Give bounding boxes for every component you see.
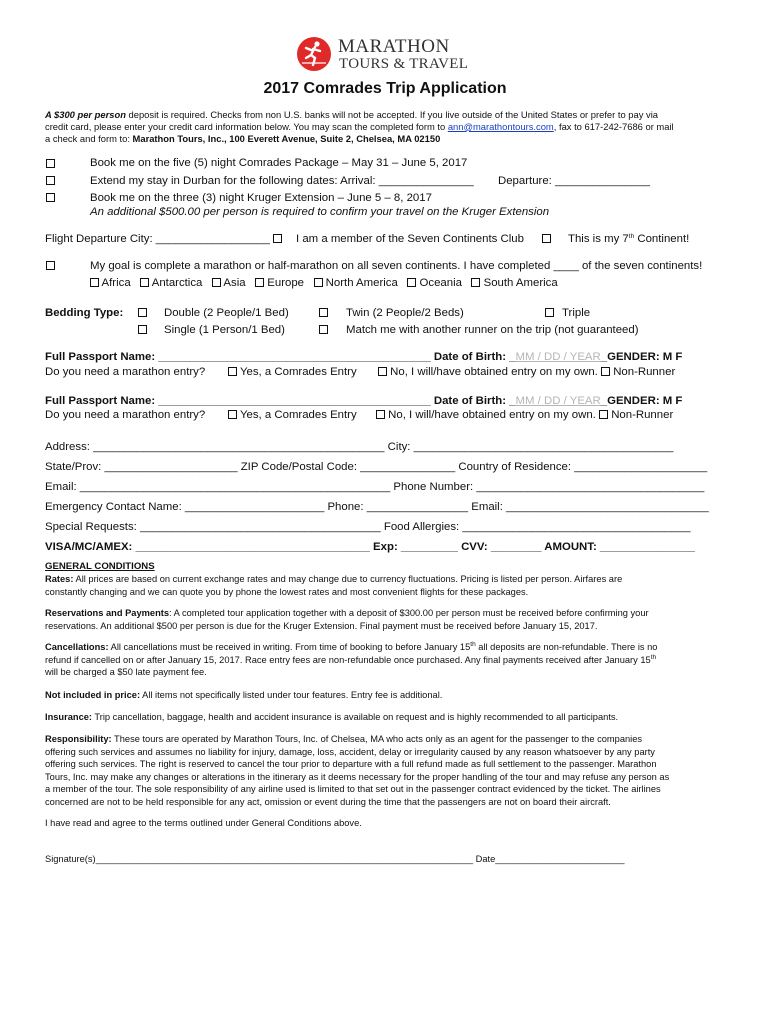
continent-south-america-label: South America — [483, 277, 558, 289]
bed-triple-label: Triple — [562, 307, 591, 319]
page-title: 2017 Comrades Trip Application — [263, 80, 507, 97]
entry-no-checkbox-2[interactable] — [376, 410, 385, 419]
durban-extend-label: Extend my stay in Durban for the following dates: Arrival: _______________ — [90, 175, 474, 187]
state-zip-country-field[interactable]: State/Prov: _____________________ ZIP Code/Postal Code: _______________ Country of Residence: _____________________ — [45, 461, 708, 473]
entry-no-1: No, I will/have obtained entry on my own. Non-Runner — [378, 366, 675, 378]
signature-field[interactable]: Signature(s)_________________________________________________________________________ Date_________________________ — [45, 854, 625, 864]
bed-twin-checkbox[interactable] — [319, 308, 328, 317]
non-runner-checkbox[interactable] — [601, 367, 610, 376]
package-5night-label: Book me on the five (5) night Comrades Package – May 31 – June 5, 2017 — [90, 157, 468, 169]
dob-label: Date of Birth: _ — [433, 351, 516, 363]
agreement-statement: I have read and agree to the terms outlined under General Conditions above. — [45, 818, 362, 828]
intro-line1: deposit is required. Checks from non U.S. banks will not be accepted. If you live outside of the United States or prefer to pay via — [125, 109, 658, 120]
continent-europe-checkbox[interactable] — [255, 278, 264, 287]
goal-text: My goal is complete a marathon or half-marathon on all seven continents. I have completed ____ of the seven continents! — [90, 260, 703, 272]
emergency-contact-field[interactable]: Emergency Contact Name: ______________________ Phone: ________________ Email: ________________________________ — [45, 501, 709, 513]
seventh-continent-checkbox[interactable] — [542, 234, 551, 243]
dob-field-2[interactable]: MM / DD / YEAR — [515, 395, 601, 407]
continent-south-america-checkbox[interactable] — [471, 278, 480, 287]
company-logo — [296, 36, 476, 76]
runner-logo-icon — [296, 36, 332, 72]
deposit-amount: A $300 per person — [45, 109, 126, 120]
dob-label-2: Date of Birth: _ — [433, 395, 516, 407]
conditions-heading: GENERAL CONDITIONS — [45, 561, 155, 572]
bed-double-label: Double (2 People/1 Bed) — [164, 307, 289, 319]
email-link[interactable]: ann@marathontours.com — [447, 120, 554, 132]
continent-antarctica-label: Antarctica — [151, 277, 203, 289]
not-included-paragraph: Not included in price: All items not specifically listed under tour features. Entry fee is additional. — [45, 690, 443, 700]
continent-africa-checkbox[interactable] — [90, 278, 99, 287]
insurance-paragraph: Insurance: Trip cancellation, baggage, health and accident insurance is available on request and is highly recommended to all participants. — [45, 712, 619, 722]
seven-continents-checkbox[interactable] — [273, 234, 282, 243]
logo-name-line1: MARATHON — [338, 36, 450, 57]
seven-continents-label: I am a member of the Seven Continents Club — [296, 233, 524, 245]
gender-field-2[interactable]: _GENDER: M F — [600, 395, 683, 407]
passport-name-field[interactable]: Full Passport Name: ___________________________________________ — [45, 351, 431, 363]
bed-single-checkbox[interactable] — [138, 325, 147, 334]
address-field[interactable]: Address: ______________________________________________ City: _________________________________________ — [45, 441, 674, 453]
mailing-address: Marathon Tours, Inc., 100 Everett Avenue, Suite 2, Chelsea, MA 02150 — [132, 132, 441, 144]
bed-double-checkbox[interactable] — [138, 308, 147, 317]
continent-asia-checkbox[interactable] — [212, 278, 221, 287]
email-phone-field[interactable]: Email: _________________________________________________ Phone Number: ____________________________________ — [45, 481, 705, 493]
continent-antarctica-checkbox[interactable] — [140, 278, 149, 287]
gender-field[interactable]: _GENDER: M F — [600, 351, 683, 363]
bed-match-checkbox[interactable] — [319, 325, 328, 334]
entry-yes-2: Yes, a Comrades Entry — [228, 409, 357, 421]
intro-line2-end: , fax to 617-242-7686 or mail — [553, 120, 674, 132]
entry-question-1: Do you need a marathon entry? — [45, 366, 206, 378]
continent-asia-label: Asia — [223, 277, 246, 289]
entry-no-2: No, I will/have obtained entry on my own. Non-Runner — [376, 409, 673, 421]
special-requests-field[interactable]: Special Requests: ______________________________________ Food Allergies: ____________________________________ — [45, 521, 691, 533]
entry-yes-checkbox[interactable] — [228, 367, 237, 376]
payment-card-field[interactable]: VISA/MC/AMEX: _____________________________________ Exp: _________ CVV: ________ AMOUNT: _______________ — [45, 541, 695, 553]
passport-block-1 — [45, 351, 682, 363]
continent-oceania-checkbox[interactable] — [407, 278, 416, 287]
bed-match-label: Match me with another runner on the trip (not guaranteed) — [346, 324, 639, 336]
bed-single-label: Single (1 Person/1 Bed) — [164, 324, 285, 336]
goal-checkbox[interactable] — [46, 261, 55, 270]
entry-yes-checkbox-2[interactable] — [228, 410, 237, 419]
entry-question-2: Do you need a marathon entry? — [45, 409, 206, 421]
entry-yes-1: Yes, a Comrades Entry — [228, 366, 357, 378]
reservations-paragraph: Reservations and Payments: A completed tour application together with a deposit of $300.00 per person must be received before confirming your reservations. An additional $500 per person is due for the Kruger Extension. Final payment must be received before January 15, 2017. — [45, 608, 649, 631]
responsibility-paragraph: Responsibility: These tours are operated by Marathon Tours, Inc. of Chelsea, MA who acts only as an agent for the passenger to the companies offering such services and assumes no liability for injury, damage, loss, accident, delay or irregularity caused by any reason whatsoever by any party offering such services. The right is reserved to cancel the tour prior to departure with a full refund made as full settlement to the passenger. Marathon Tours, Inc. may make any changes or alterations in the itinerary as it deems necessary for the proper handling of the tour and may refuse any person as a member of the tour. The sole responsibility of any airline used is limited to that set out in the passenger contract evidenced by the ticket. The airlines concerned are not to be held responsible for any act, omission or event during the time that the passengers are not on board their aircraft. — [45, 734, 670, 807]
continent-north-america-label: North America — [325, 277, 398, 289]
flight-departure-field[interactable]: Flight Departure City: __________________ — [45, 233, 270, 245]
rates-paragraph: Rates: All prices are based on current exchange rates and may change due to currency fluctuations. Pricing is listed per person. Airfares are constantly changing and we can quote you by phone the lowest rates and most convenient flights for these packages. — [45, 574, 623, 597]
bed-triple-checkbox[interactable] — [545, 308, 554, 317]
logo-name-line2: TOURS & TRAVEL — [339, 56, 469, 72]
passport-name-field-2[interactable]: Full Passport Name: ___________________________________________ — [45, 395, 431, 407]
intro-line2-start: credit card, please enter your credit card information below. You may scan the completed form to — [45, 120, 448, 132]
departure-field[interactable]: Departure: _______________ — [498, 175, 651, 187]
kruger-extension-checkbox[interactable] — [46, 193, 55, 202]
bedding-label: Bedding Type: — [45, 307, 124, 319]
intro-paragraph — [45, 109, 674, 144]
passport-block-2 — [45, 395, 682, 407]
non-runner-checkbox-2[interactable] — [599, 410, 608, 419]
kruger-note: An additional $500.00 per person is required to confirm your travel on the Kruger Extension — [90, 206, 550, 218]
bed-twin-label: Twin (2 People/2 Beds) — [346, 307, 464, 319]
continent-north-america-checkbox[interactable] — [314, 278, 323, 287]
dob-field[interactable]: MM / DD / YEAR — [515, 351, 601, 363]
entry-no-checkbox[interactable] — [378, 367, 387, 376]
continent-europe-label: Europe — [267, 277, 304, 289]
continent-africa-label: Africa — [101, 277, 131, 289]
continent-oceania-label: Oceania — [419, 277, 462, 289]
package-5night-checkbox[interactable] — [46, 159, 55, 168]
cancellations-paragraph: Cancellations: All cancellations must be received in writing. From time of booking to before January 15th all deposits are non-refundable. There is no refund if cancelled on or after January 15, 2017. Race entry fees are non-refundable once purchased. Any final payments received after January 15th will be charged a $50 late payment fee. — [45, 641, 658, 678]
intro-line3-start: a check and form to: — [45, 132, 133, 144]
seventh-continent-label: This is my 7th Continent! — [568, 233, 690, 245]
kruger-extension-label: Book me on the three (3) night Kruger Extension – June 5 – 8, 2017 — [90, 192, 432, 204]
durban-extend-checkbox[interactable] — [46, 176, 55, 185]
continent-list — [90, 277, 558, 289]
